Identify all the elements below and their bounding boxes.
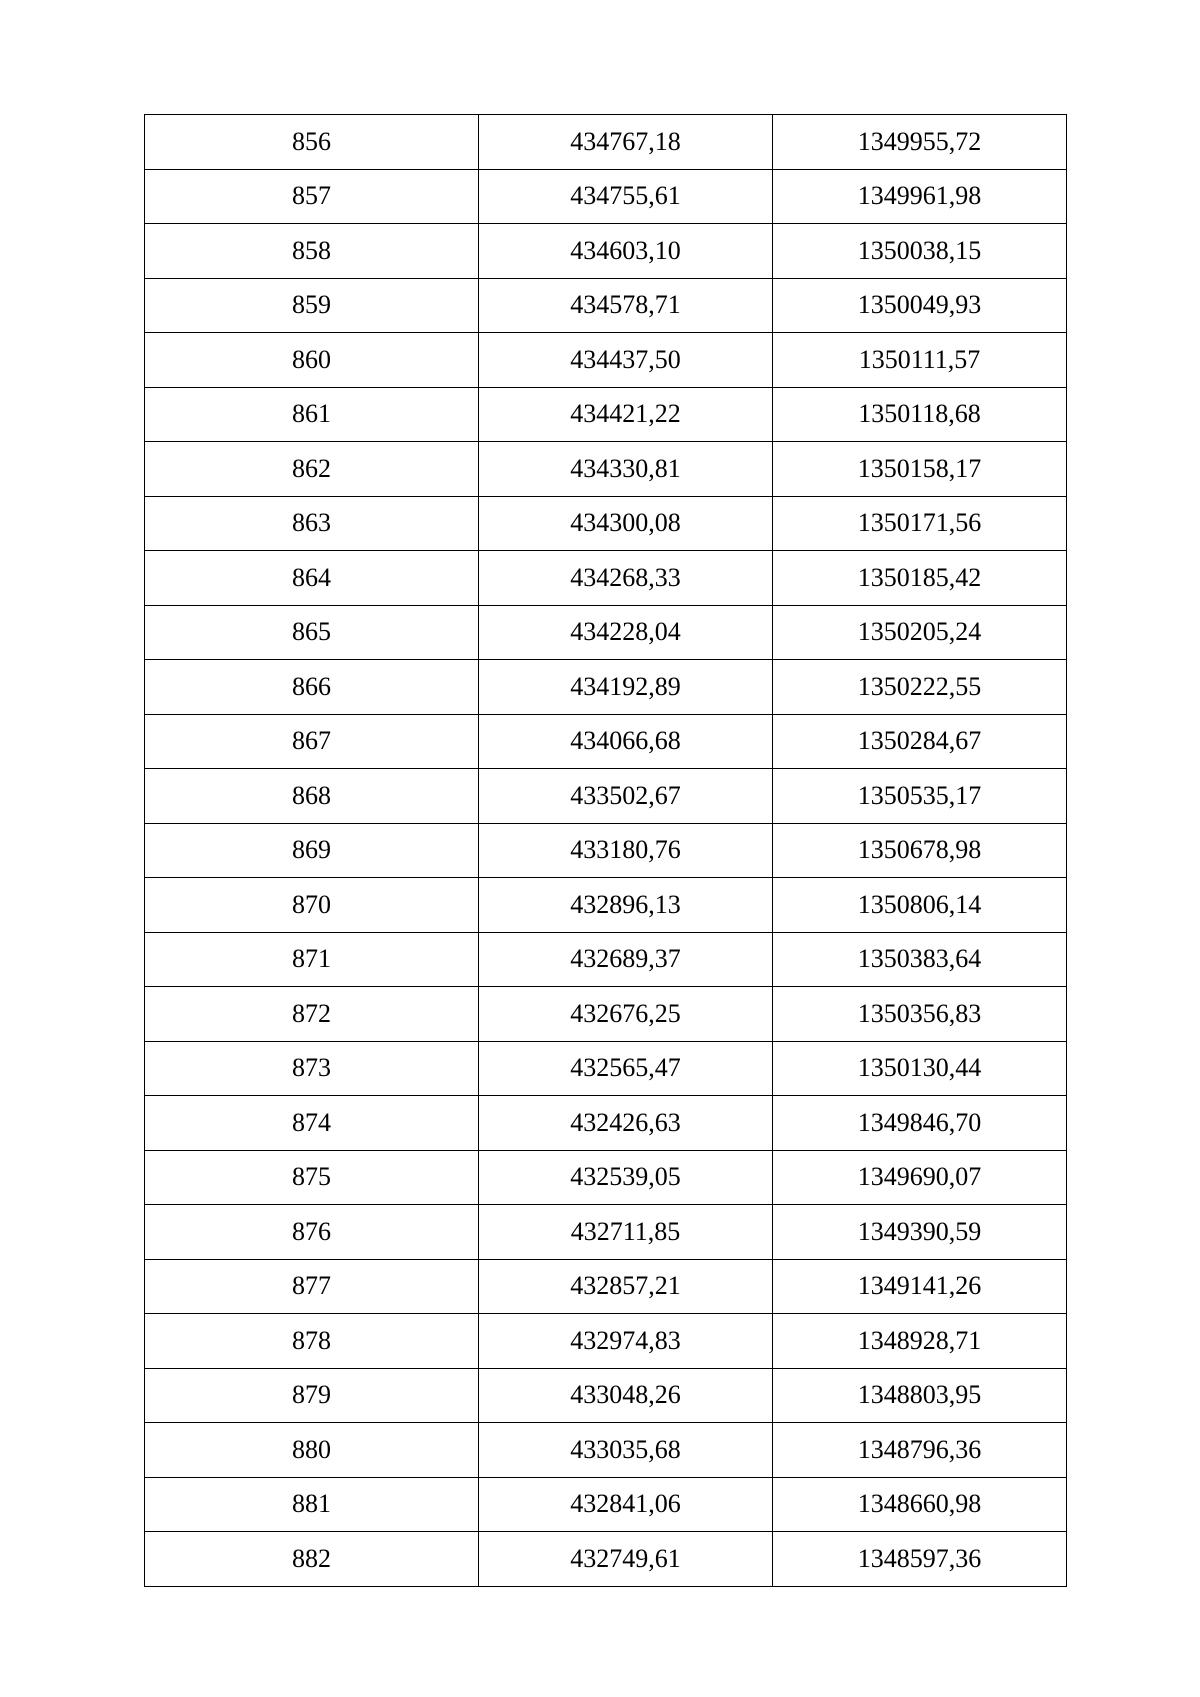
x-coordinate-cell: 432711,85 (479, 1205, 773, 1260)
y-coordinate-cell: 1350205,24 (773, 605, 1067, 660)
point-number-cell: 860 (145, 333, 479, 388)
table-row (145, 169, 1067, 224)
point-number-cell: 880 (145, 1423, 479, 1478)
point-number-cell: 856 (145, 115, 479, 170)
point-number-cell: 858 (145, 224, 479, 279)
table-row (145, 496, 1067, 551)
x-coordinate-cell: 433035,68 (479, 1423, 773, 1478)
y-coordinate-cell: 1350111,57 (773, 333, 1067, 388)
x-coordinate-cell: 434578,71 (479, 278, 773, 333)
point-number-cell: 864 (145, 551, 479, 606)
y-coordinate-cell: 1350049,93 (773, 278, 1067, 333)
point-number-cell: 871 (145, 932, 479, 987)
point-number-cell: 867 (145, 714, 479, 769)
table-row (145, 1423, 1067, 1478)
y-coordinate-cell: 1348597,36 (773, 1532, 1067, 1587)
table-row (145, 1368, 1067, 1423)
point-number-cell: 866 (145, 660, 479, 715)
y-coordinate-cell: 1350356,83 (773, 987, 1067, 1042)
table-row (145, 1205, 1067, 1260)
x-coordinate-cell: 434421,22 (479, 387, 773, 442)
coordinates-table (144, 114, 1067, 1587)
table-row (145, 224, 1067, 279)
y-coordinate-cell: 1350130,44 (773, 1041, 1067, 1096)
table-row (145, 333, 1067, 388)
table-row (145, 1150, 1067, 1205)
x-coordinate-cell: 434437,50 (479, 333, 773, 388)
y-coordinate-cell: 1348803,95 (773, 1368, 1067, 1423)
table-row (145, 823, 1067, 878)
point-number-cell: 872 (145, 987, 479, 1042)
point-number-cell: 881 (145, 1477, 479, 1532)
x-coordinate-cell: 434755,61 (479, 169, 773, 224)
point-number-cell: 868 (145, 769, 479, 824)
x-coordinate-cell: 434767,18 (479, 115, 773, 170)
x-coordinate-cell: 434300,08 (479, 496, 773, 551)
y-coordinate-cell: 1348928,71 (773, 1314, 1067, 1369)
point-number-cell: 865 (145, 605, 479, 660)
y-coordinate-cell: 1348796,36 (773, 1423, 1067, 1478)
y-coordinate-cell: 1350038,15 (773, 224, 1067, 279)
x-coordinate-cell: 432426,63 (479, 1096, 773, 1151)
coordinates-table-body (145, 115, 1067, 1587)
y-coordinate-cell: 1350806,14 (773, 878, 1067, 933)
table-row (145, 932, 1067, 987)
table-row (145, 660, 1067, 715)
table-row (145, 1314, 1067, 1369)
point-number-cell: 873 (145, 1041, 479, 1096)
point-number-cell: 870 (145, 878, 479, 933)
table-row (145, 714, 1067, 769)
x-coordinate-cell: 434330,81 (479, 442, 773, 497)
y-coordinate-cell: 1349846,70 (773, 1096, 1067, 1151)
x-coordinate-cell: 432565,47 (479, 1041, 773, 1096)
x-coordinate-cell: 432749,61 (479, 1532, 773, 1587)
x-coordinate-cell: 433048,26 (479, 1368, 773, 1423)
point-number-cell: 878 (145, 1314, 479, 1369)
x-coordinate-cell: 432974,83 (479, 1314, 773, 1369)
table-row (145, 442, 1067, 497)
y-coordinate-cell: 1350185,42 (773, 551, 1067, 606)
y-coordinate-cell: 1349390,59 (773, 1205, 1067, 1260)
point-number-cell: 875 (145, 1150, 479, 1205)
x-coordinate-cell: 433502,67 (479, 769, 773, 824)
point-number-cell: 876 (145, 1205, 479, 1260)
x-coordinate-cell: 434228,04 (479, 605, 773, 660)
y-coordinate-cell: 1350171,56 (773, 496, 1067, 551)
y-coordinate-cell: 1350118,68 (773, 387, 1067, 442)
x-coordinate-cell: 432841,06 (479, 1477, 773, 1532)
table-row (145, 551, 1067, 606)
table-row (145, 387, 1067, 442)
table-row (145, 1477, 1067, 1532)
table-row (145, 1096, 1067, 1151)
x-coordinate-cell: 434192,89 (479, 660, 773, 715)
x-coordinate-cell: 434603,10 (479, 224, 773, 279)
point-number-cell: 874 (145, 1096, 479, 1151)
point-number-cell: 877 (145, 1259, 479, 1314)
x-coordinate-cell: 433180,76 (479, 823, 773, 878)
table-row (145, 987, 1067, 1042)
table-row (145, 1259, 1067, 1314)
point-number-cell: 859 (145, 278, 479, 333)
y-coordinate-cell: 1350535,17 (773, 769, 1067, 824)
x-coordinate-cell: 434066,68 (479, 714, 773, 769)
x-coordinate-cell: 434268,33 (479, 551, 773, 606)
point-number-cell: 862 (145, 442, 479, 497)
y-coordinate-cell: 1350383,64 (773, 932, 1067, 987)
x-coordinate-cell: 432857,21 (479, 1259, 773, 1314)
y-coordinate-cell: 1350284,67 (773, 714, 1067, 769)
x-coordinate-cell: 432539,05 (479, 1150, 773, 1205)
table-row (145, 878, 1067, 933)
y-coordinate-cell: 1349961,98 (773, 169, 1067, 224)
table-row (145, 1041, 1067, 1096)
table-row (145, 278, 1067, 333)
y-coordinate-cell: 1349141,26 (773, 1259, 1067, 1314)
y-coordinate-cell: 1349955,72 (773, 115, 1067, 170)
y-coordinate-cell: 1348660,98 (773, 1477, 1067, 1532)
table-row (145, 115, 1067, 170)
x-coordinate-cell: 432689,37 (479, 932, 773, 987)
point-number-cell: 879 (145, 1368, 479, 1423)
point-number-cell: 869 (145, 823, 479, 878)
y-coordinate-cell: 1350678,98 (773, 823, 1067, 878)
point-number-cell: 882 (145, 1532, 479, 1587)
x-coordinate-cell: 432896,13 (479, 878, 773, 933)
point-number-cell: 861 (145, 387, 479, 442)
y-coordinate-cell: 1350158,17 (773, 442, 1067, 497)
point-number-cell: 857 (145, 169, 479, 224)
y-coordinate-cell: 1350222,55 (773, 660, 1067, 715)
point-number-cell: 863 (145, 496, 479, 551)
table-row (145, 1532, 1067, 1587)
table-row (145, 605, 1067, 660)
y-coordinate-cell: 1349690,07 (773, 1150, 1067, 1205)
x-coordinate-cell: 432676,25 (479, 987, 773, 1042)
table-row (145, 769, 1067, 824)
